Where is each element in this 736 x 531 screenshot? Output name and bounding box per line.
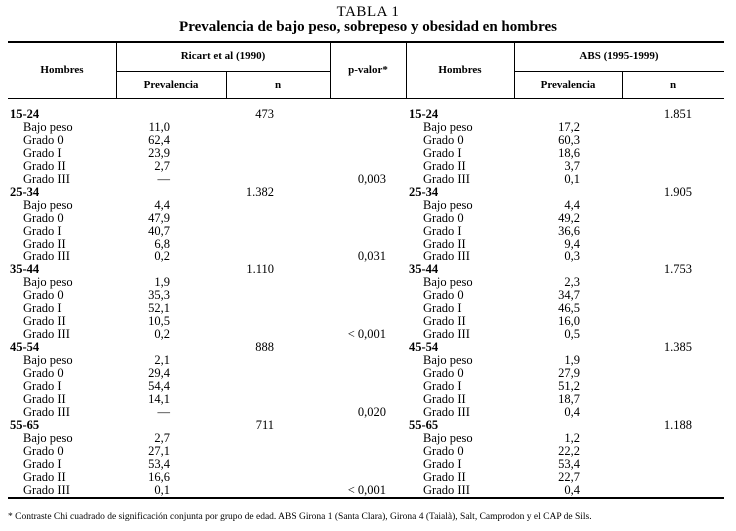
prevalence-left-value: 0,1: [154, 482, 170, 497]
category-label-right: Grado I: [423, 145, 462, 160]
prevalence-left-value: 62,4: [148, 132, 170, 147]
category-label-right: Grado 0: [423, 132, 464, 147]
prevalence-left-value: 14,1: [148, 391, 170, 406]
prevalence-left-value: 6,8: [154, 236, 170, 251]
prevalence-right-value: 1,9: [564, 353, 580, 368]
prevalence-right-value: 17,2: [558, 119, 580, 134]
age-group-right: 35-44: [409, 262, 439, 277]
prevalence-right-value: 34,7: [558, 288, 580, 303]
category-label-left: Grado 0: [23, 366, 64, 380]
table-row: [0, 212, 736, 225]
table-row: [0, 302, 736, 315]
header-hombres-left: Hombres: [40, 64, 84, 76]
prevalence-right-value: 22,2: [558, 443, 580, 458]
category-label-left: Grado III: [23, 327, 70, 342]
category-label-left: Grado III: [23, 482, 70, 497]
category-label-right: Grado III: [423, 327, 470, 342]
category-label-left: Grado I: [23, 378, 62, 393]
table-row: [0, 173, 736, 186]
prevalence-right-value: 0,5: [564, 327, 580, 342]
n-right-value: 1.851: [663, 107, 692, 121]
prevalence-right-value: 53,4: [558, 456, 580, 471]
category-label-left: Bajo peso: [23, 353, 73, 368]
table-row: [0, 458, 736, 471]
age-group-left: 25-34: [10, 184, 40, 199]
category-label-right: Grado II: [423, 469, 466, 484]
prevalence-left-value: 16,6: [148, 469, 170, 484]
table-row: [0, 225, 736, 238]
prevalence-left-value: 29,4: [148, 366, 170, 380]
prevalence-right-value: 18,7: [558, 391, 580, 406]
n-right-value: 1.905: [663, 184, 692, 199]
category-label-right: Grado 0: [423, 366, 464, 380]
header-subrule: [116, 71, 330, 72]
age-group-left: 55-65: [10, 417, 40, 432]
table-row: [0, 354, 736, 367]
prevalence-right-value: 46,5: [558, 301, 580, 316]
prevalence-left-value: 1,9: [154, 275, 170, 290]
category-label-right: Bajo peso: [423, 353, 473, 368]
prevalence-right-value: 36,6: [558, 223, 580, 238]
p-value: 0,003: [357, 171, 386, 186]
age-group-left: 35-44: [10, 262, 40, 277]
category-label-right: Grado I: [423, 301, 462, 316]
category-label-right: Grado II: [423, 236, 466, 251]
n-left-value: 711: [255, 417, 274, 432]
category-label-left: Grado I: [23, 145, 62, 160]
prevalence-right-value: 0,4: [564, 482, 580, 497]
category-label-right: Grado II: [423, 158, 466, 173]
category-label-right: Grado III: [423, 249, 470, 264]
category-label-left: Bajo peso: [23, 430, 73, 445]
prevalence-left-value: 0,2: [154, 327, 170, 342]
prevalence-right-value: 2,3: [564, 275, 580, 290]
prevalence-right-value: 1,2: [564, 430, 580, 445]
header-n-right: n: [669, 79, 677, 91]
prevalence-left-value: 0,2: [154, 249, 170, 264]
header-study-left: Ricart et al (1990): [180, 50, 266, 62]
category-label-right: Bajo peso: [423, 119, 473, 134]
category-label-left: Grado 0: [23, 288, 64, 303]
prevalence-left-value: 23,9: [148, 145, 170, 160]
prevalence-left-value: 2,7: [154, 158, 170, 173]
table-row: [0, 328, 736, 341]
n-right-value: 1.385: [663, 340, 692, 355]
category-label-left: Grado III: [23, 171, 70, 186]
table-row: [0, 445, 736, 458]
category-label-left: Grado III: [23, 404, 70, 419]
category-label-left: Grado II: [23, 314, 66, 329]
category-label-left: Grado I: [23, 456, 62, 471]
age-group-right: 25-34: [409, 184, 439, 199]
prevalence-right-value: 22,7: [558, 469, 580, 484]
category-label-right: Grado II: [423, 314, 466, 329]
age-group-row: [0, 263, 736, 276]
category-label-left: Bajo peso: [23, 275, 73, 290]
category-label-left: Grado 0: [23, 443, 64, 458]
n-left-value: 888: [255, 340, 274, 355]
category-label-left: Grado 0: [23, 132, 64, 147]
n-right-value: 1.188: [663, 417, 692, 432]
age-group-left: 15-24: [10, 107, 40, 121]
header-bottom-rule: [8, 98, 724, 99]
prevalence-left-value: 47,9: [148, 210, 170, 225]
category-label-right: Grado 0: [423, 288, 464, 303]
prevalence-left-value: 4,4: [154, 197, 170, 212]
prevalence-right-value: 16,0: [558, 314, 580, 329]
age-group-row: [0, 341, 736, 354]
category-label-left: Grado II: [23, 236, 66, 251]
header-prevalencia-left: Prevalencia: [143, 79, 199, 91]
category-label-right: Bajo peso: [423, 275, 473, 290]
category-label-left: Grado I: [23, 223, 62, 238]
prevalence-right-value: 18,6: [558, 145, 580, 160]
prevalence-left-value: 2,7: [154, 430, 170, 445]
prevalence-left-value: —: [157, 171, 170, 186]
table-label: TABLA 1: [336, 4, 400, 20]
table-row: [0, 380, 736, 393]
header-hombres-right: Hombres: [438, 64, 482, 76]
header-subrule: [514, 71, 724, 72]
prevalence-left-value: —: [157, 404, 170, 419]
p-value: < 0,001: [347, 327, 386, 342]
age-group-right: 55-65: [409, 417, 439, 432]
p-value: < 0,001: [347, 482, 386, 497]
n-left-value: 1.110: [246, 262, 274, 277]
age-group-left: 45-54: [10, 340, 40, 355]
header-prevalencia-right: Prevalencia: [540, 79, 596, 91]
category-label-right: Grado III: [423, 404, 470, 419]
header-study-right: ABS (1995-1999): [579, 50, 659, 62]
age-group-row: [0, 108, 736, 121]
table-row: [0, 393, 736, 406]
prevalence-left-value: 52,1: [148, 301, 170, 316]
header-n-left: n: [274, 79, 282, 91]
category-label-left: Grado II: [23, 158, 66, 173]
n-left-value: 473: [255, 107, 274, 121]
prevalence-right-value: 51,2: [558, 378, 580, 393]
table-row: [0, 134, 736, 147]
category-label-right: Grado I: [423, 223, 462, 238]
prevalence-left-value: 53,4: [148, 456, 170, 471]
table-row: [0, 147, 736, 160]
prevalence-left-value: 35,3: [148, 288, 170, 303]
category-label-left: Grado II: [23, 469, 66, 484]
table-row: [0, 289, 736, 302]
footnote: * Contraste Chi cuadrado de significación conjunta por grupo de edad. ABS Girona 1 (Santa Clara), Girona 4 (Taialà), Salt, Camprodon y el CAP de Sils.: [8, 512, 592, 522]
prevalence-right-value: 0,3: [564, 249, 580, 264]
age-group-right: 45-54: [409, 340, 439, 355]
category-label-left: Grado 0: [23, 210, 64, 225]
prevalence-right-value: 3,7: [564, 158, 580, 173]
category-label-left: Grado I: [23, 301, 62, 316]
prevalence-left-value: 54,4: [148, 378, 170, 393]
table-row: [0, 250, 736, 263]
table-row: [0, 367, 736, 380]
table-row: [0, 406, 736, 419]
category-label-right: Grado 0: [423, 443, 464, 458]
prevalence-right-value: 0,4: [564, 404, 580, 419]
n-left-value: 1.382: [245, 184, 274, 199]
prevalence-right-value: 4,4: [564, 197, 580, 212]
category-label-right: Grado 0: [423, 210, 464, 225]
table-row: [0, 199, 736, 212]
prevalence-left-value: 40,7: [148, 223, 170, 238]
table-row: [0, 121, 736, 134]
prevalence-right-value: 9,4: [564, 236, 580, 251]
p-value: 0,020: [357, 404, 386, 419]
table-row: [0, 484, 736, 497]
p-value: 0,031: [357, 249, 386, 264]
header-p-valor: p-valor*: [348, 64, 388, 76]
prevalence-right-value: 60,3: [558, 132, 580, 147]
age-group-row: [0, 186, 736, 199]
prevalence-left-value: 10,5: [148, 314, 170, 329]
table-row: [0, 432, 736, 445]
table-row: [0, 276, 736, 289]
table-bottom-rule: [8, 497, 724, 499]
category-label-right: Grado I: [423, 378, 462, 393]
table-row: [0, 471, 736, 484]
category-label-left: Grado II: [23, 391, 66, 406]
table-title: Prevalencia de bajo peso, sobrepeso y obesidad en hombres: [179, 19, 557, 35]
category-label-right: Grado III: [423, 171, 470, 186]
category-label-right: Grado III: [423, 482, 470, 497]
prevalence-right-value: 0,1: [564, 171, 580, 186]
category-label-right: Grado I: [423, 456, 462, 471]
table-row: [0, 160, 736, 173]
prevalence-left-value: 11,0: [148, 119, 170, 134]
prevalence-right-value: 49,2: [558, 210, 580, 225]
category-label-right: Bajo peso: [423, 430, 473, 445]
n-right-value: 1.753: [663, 262, 692, 277]
category-label-left: Grado III: [23, 249, 70, 264]
prevalence-right-value: 27,9: [558, 366, 580, 380]
prevalence-left-value: 2,1: [154, 353, 170, 368]
category-label-left: Bajo peso: [23, 119, 73, 134]
category-label-right: Grado II: [423, 391, 466, 406]
category-label-left: Bajo peso: [23, 197, 73, 212]
age-group-right: 15-24: [409, 107, 439, 121]
age-group-row: [0, 419, 736, 432]
category-label-right: Bajo peso: [423, 197, 473, 212]
prevalence-left-value: 27,1: [148, 443, 170, 458]
